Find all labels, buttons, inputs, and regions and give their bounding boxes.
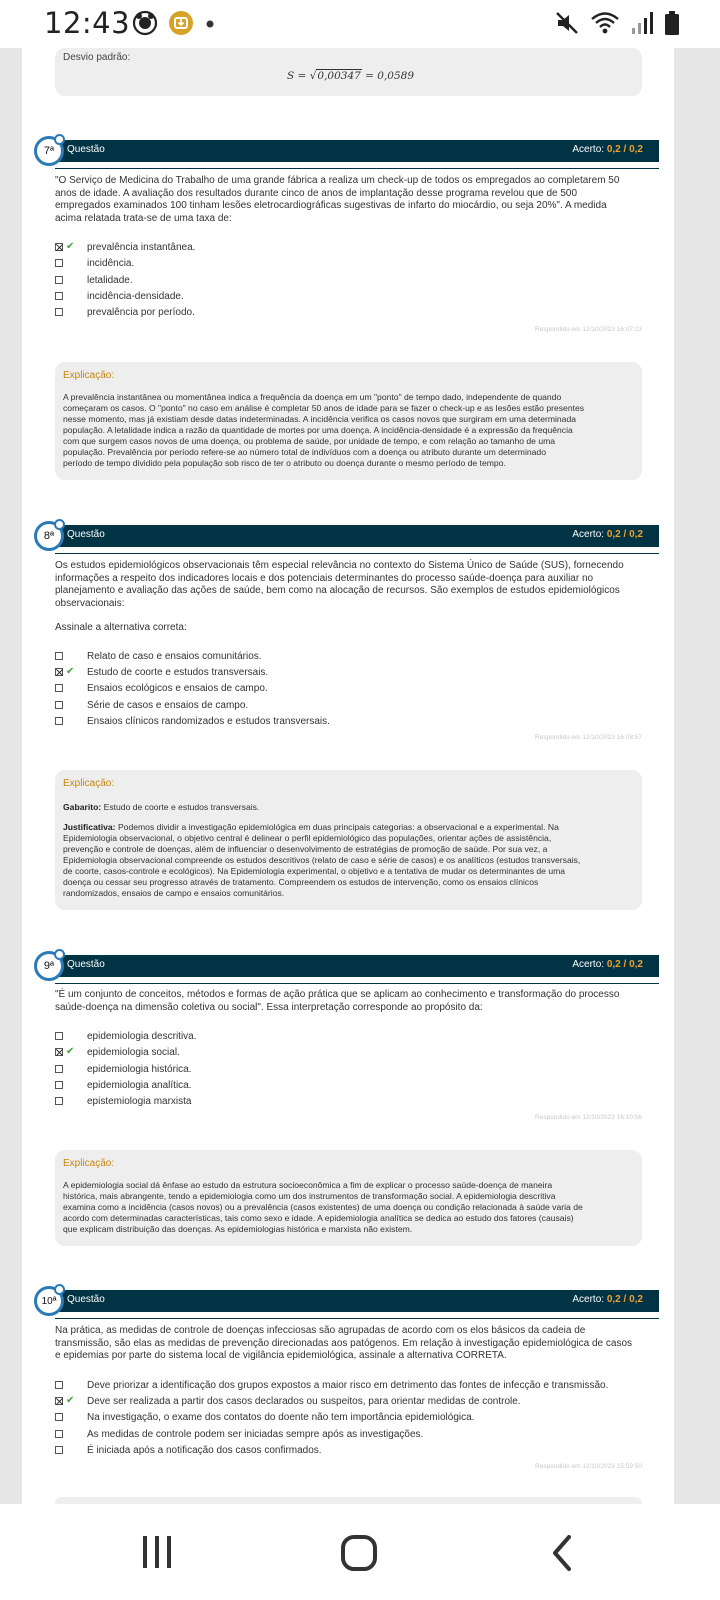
question-header [55, 1290, 659, 1312]
question-text: Os estudos epidemiológicos observacionais têm especial relevância no contexto do Sistema Único de Saúde (SUS), fornecendo informações a respeito dos indicadores locais e dos potenciais determinantes do processo saúde-doença para auxiliar no planejamento e avaliação das ações de saúde, bem como na alocação de recursos. São exemplos de estudos epidemiológicos observacionais: [55, 560, 624, 609]
answered-timestamp: Respondido em 12/10/2023 16:07:23 [535, 326, 642, 333]
option-b[interactable]: ✔ Estudo de coorte e estudos transversais. [55, 665, 268, 679]
option-b[interactable]: ✔ epidemiologia social. [55, 1045, 180, 1059]
question-header [55, 525, 659, 547]
question-title: Questão [67, 529, 105, 540]
checkbox-checked-icon[interactable] [55, 1048, 63, 1056]
question-title: Questão [67, 144, 105, 155]
option-e[interactable]: epistemiologia marxista [55, 1094, 192, 1108]
checkbox-icon[interactable] [55, 701, 63, 709]
face-icon [132, 10, 158, 41]
download-badge-icon [168, 10, 194, 41]
checkbox-icon[interactable] [55, 684, 63, 692]
navigation-bar [0, 1504, 720, 1600]
checkbox-icon[interactable] [55, 1065, 63, 1073]
recent-apps-icon[interactable] [140, 1534, 174, 1575]
option-c[interactable]: epidemiologia histórica. [55, 1062, 192, 1076]
option-b[interactable]: incidência. [55, 256, 134, 270]
explicacao-box [55, 770, 642, 910]
explicacao-box [55, 1150, 642, 1246]
option-e[interactable]: prevalência por período. [55, 305, 195, 319]
checkbox-icon[interactable] [55, 652, 63, 660]
next-box-edge [55, 1497, 642, 1504]
correct-check-icon: ✔ [66, 241, 75, 252]
checkbox-icon[interactable] [55, 1430, 63, 1438]
option-d[interactable]: epidemiologia analítica. [55, 1078, 192, 1092]
question-number-badge: 9ª [34, 951, 64, 981]
option-a[interactable]: Relato de caso e ensaios comunitários. [55, 649, 262, 663]
header-underline [55, 553, 659, 554]
desvio-box [55, 48, 642, 96]
checkbox-checked-icon[interactable] [55, 668, 63, 676]
question-text: "É um conjunto de conceitos, métodos e formas de ação prática que se aplicam ao conhecimento e transformação do processo saúde-doença na dimensão coletiva ou social". Essa interpretação corresponde ao propósito da: [55, 989, 620, 1013]
justificativa-text: Justificativa: Podemos dividir a investigação epidemiológica em duas principais categorias: a observacional e a experimental. Na Epidemiologia observacional, o objetivo central é delinear o perfil epidemiológico das populações, orientar ações de assistência, prevenção e controle de doenças, além de influenciar o desenvolvimento de estratégias de promoção de saúde. Por sua vez, a Epidemiologia observacional compreende os estudos descritivos (relato de caso e série de casos) e os analíticos (estudos transversais, de coorte, casos-controle e ecológicos). Na Epidemiologia experimental, o objetivo e a tentativa de mudar os determinantes de uma doença ou cessar seu progresso através de tratamento. Compreendem os estudos de intervenção, como os ensaios clínicos randomizados, ensaios de campo e ensaios comunitários. [63, 822, 581, 898]
checkbox-icon[interactable] [55, 308, 63, 316]
battery-icon [664, 10, 680, 41]
question-number-badge: 8ª [34, 521, 64, 551]
wifi-icon [590, 10, 620, 41]
checkbox-icon[interactable] [55, 1446, 63, 1454]
checkbox-checked-icon[interactable] [55, 1397, 63, 1405]
correct-check-icon: ✔ [66, 1046, 75, 1057]
explicacao-text: A epidemiologia social dá ênfase ao estudo da estrutura socioeconômica a fim de explicar o processo saúde-doença de maneira histórica, mais abrangente, tendo a epidemiologia como um dos instrumentos de transformação social. A epidemiologia descritiva examina como a incidência (casos novos) ou a prevalência (casos existentes) de uma doença ou condição relacionada à saúde varia de acordo com determinadas características, tais como sexo e idade. A epidemiologia analítica se dedica ao estudo dos fatores (causais) que explicam distribuição das doenças. As epidemiologias histórica e marxista não existem. [63, 1180, 583, 1234]
option-e[interactable]: É iniciada após a notificação dos casos confirmados. [55, 1443, 322, 1457]
option-d[interactable]: Série de casos e ensaios de campo. [55, 698, 248, 712]
formula-result: = 0,0589 [365, 70, 415, 82]
correct-check-icon: ✔ [66, 666, 75, 677]
acerto-score: Acerto: 0,2 / 0,2 [572, 144, 643, 155]
signal-icon [630, 10, 654, 41]
answered-timestamp: Respondido em 12/10/2023 15:59:50 [535, 1463, 642, 1470]
acerto-score: Acerto: 0,2 / 0,2 [572, 959, 643, 970]
answered-timestamp: Respondido em 12/10/2023 16:10:56 [535, 1114, 642, 1121]
option-c[interactable]: Na investigação, o exame dos contatos do doente não tem importância epidemiológica. [55, 1410, 474, 1424]
option-a[interactable]: ✔ prevalência instantânea. [55, 240, 195, 254]
acerto-score: Acerto: 0,2 / 0,2 [572, 529, 643, 540]
explicacao-title: Explicação: [63, 1158, 115, 1169]
checkbox-icon[interactable] [55, 717, 63, 725]
option-c[interactable]: letalidade. [55, 273, 133, 287]
checkbox-icon[interactable] [55, 1381, 63, 1389]
checkbox-icon[interactable] [55, 292, 63, 300]
option-c[interactable]: Ensaios ecológicos e ensaios de campo. [55, 681, 268, 695]
answered-timestamp: Respondido em 12/10/2023 16:08:57 [535, 734, 642, 741]
checkbox-icon[interactable] [55, 259, 63, 267]
option-d[interactable]: incidência-densidade. [55, 289, 184, 303]
question-number-badge: 7ª [34, 136, 64, 166]
checkbox-icon[interactable] [55, 1032, 63, 1040]
sqrt-icon: √ [309, 70, 317, 82]
option-a[interactable]: epidemiologia descritiva. [55, 1029, 197, 1043]
question-header [55, 955, 659, 977]
checkbox-checked-icon[interactable] [55, 243, 63, 251]
header-underline [55, 168, 659, 169]
formula-radicand: 0,00347 [317, 70, 361, 82]
notification-dot-icon [204, 17, 216, 35]
header-underline [55, 1318, 659, 1319]
checkbox-icon[interactable] [55, 276, 63, 284]
status-bar [0, 0, 720, 48]
explicacao-title: Explicação: [63, 778, 115, 789]
question-title: Questão [67, 1294, 105, 1305]
option-d[interactable]: As medidas de controle podem ser iniciadas sempre após as investigações. [55, 1427, 423, 1441]
question-text: "O Serviço de Medicina do Trabalho de uma grande fábrica a realiza um check-up de todos os empregados ao completarem 50 anos de idade. A avaliação dos resultados durante cinco de anos de implantação desse programa revelou que de 500 empregados examinados 100 tinham lesões eletrocardiográficas sugestivas de infarto do miocárdio, ou seja 20%". A medida acima relatada trata-se de uma taxa de: [55, 175, 620, 224]
correct-check-icon: ✔ [66, 1395, 75, 1406]
checkbox-icon[interactable] [55, 1413, 63, 1421]
mute-icon [554, 10, 580, 41]
formula-prefix: S = [287, 70, 307, 82]
status-time: 12:43 [44, 6, 131, 40]
explicacao-title: Explicação: [63, 370, 115, 381]
back-icon[interactable] [550, 1534, 574, 1577]
question-number-badge: 10ª [34, 1286, 64, 1316]
desvio-formula [287, 70, 414, 82]
option-b[interactable]: ✔ Deve ser realizada a partir dos casos declarados ou suspeitos, para orientar medidas de controle. [55, 1394, 521, 1408]
acerto-score: Acerto: 0,2 / 0,2 [572, 1294, 643, 1305]
checkbox-icon[interactable] [55, 1097, 63, 1105]
option-a[interactable]: Deve priorizar a identificação dos grupos expostos a maior risco em detrimento das fontes de infecção e transmissão. [55, 1378, 608, 1392]
option-e[interactable]: Ensaios clínicos randomizados e estudos transversais. [55, 714, 330, 728]
question-text: Na prática, as medidas de controle de doenças infecciosas são agrupadas de acordo com os elos básicos da cadeia de transmissão, são elas as medidas de prevenção direcionadas aos patógenos. Em relação à investigação epidemiológica de casos e epidemias por parte do sistema local de vigilância epidemiológica, assinale a alternativa CORRETA. [55, 1325, 633, 1362]
gabarito-line: Gabarito: Estudo de coorte e estudos transversais. [63, 802, 260, 812]
question-instruction: Assinale a alternativa correta: [55, 622, 187, 633]
question-title: Questão [67, 959, 105, 970]
header-underline [55, 983, 659, 984]
question-header [55, 140, 659, 162]
explicacao-box [55, 362, 642, 480]
home-icon[interactable] [340, 1534, 378, 1577]
explicacao-text: A prevalência instantânea ou momentânea indica a frequência da doença em um "ponto" de tempo dado, independente de quando começaram os casos. O "ponto" no caso em análise é completar 50 anos de idade para se fazer o check-up e as lesões estão presentes nesse momento, mas já existiam desde datas indeterminadas. A incidência verifica os casos novos que surgiram em uma determinada população. A letalidade indica a razão da quantidade de mortes por uma doença. A incidência-densidade é a expressão da frequência com que surgem casos novos de uma doença, ou problema de saúde, por unidade de tempo, e com relação ao tamanho de uma população. Prevalência por período refere-se ao número total de indivíduos com a doença ou atributo durante um determinado período de tempo dividido pela população sob risco de ter o atributo ou doença durante o mesmo período de tempo. [63, 392, 585, 468]
desvio-label: Desvio padrão: [63, 52, 131, 63]
checkbox-icon[interactable] [55, 1081, 63, 1089]
